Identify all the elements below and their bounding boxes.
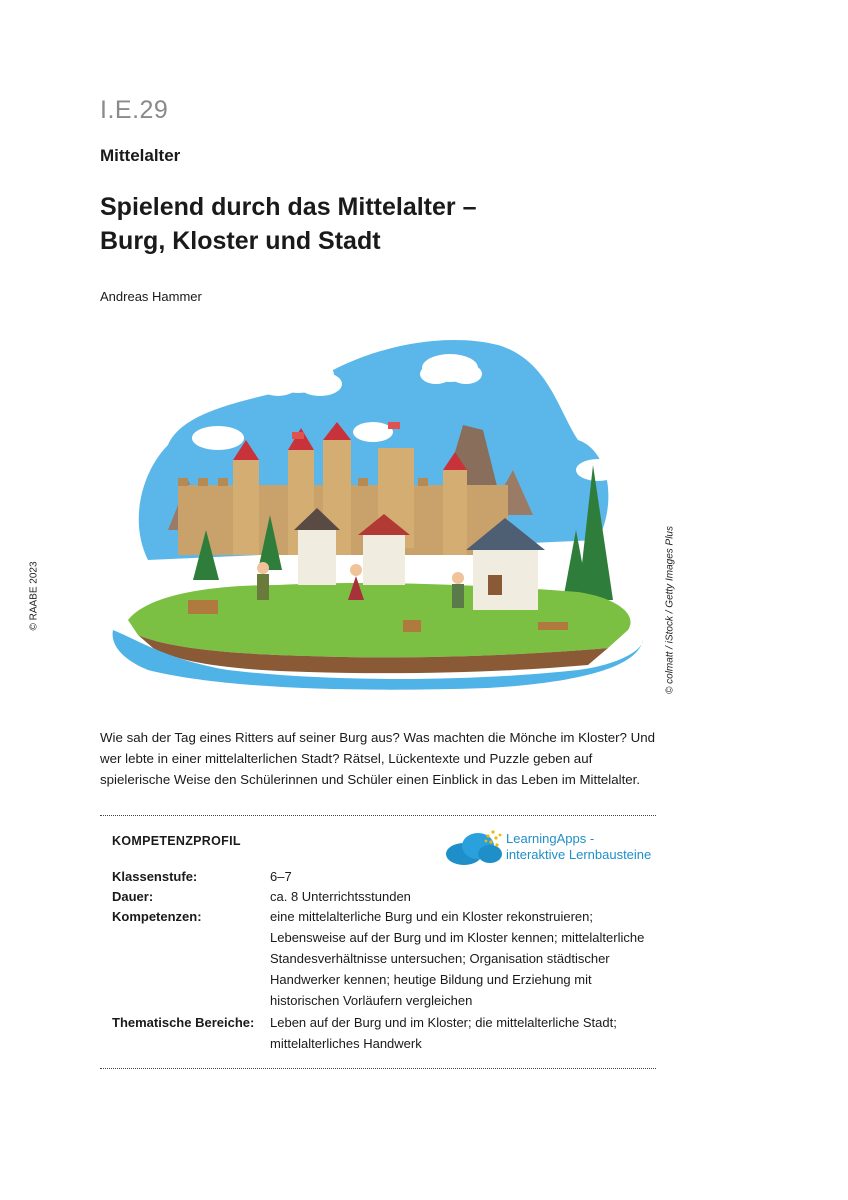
row-label: Kompetenzen: xyxy=(112,909,202,924)
cloud-icon xyxy=(446,833,502,865)
page-title xyxy=(100,190,476,258)
logo-line-2: interaktive Lernbausteine xyxy=(506,847,652,862)
row-value: 6–7 xyxy=(270,869,292,884)
profile-row-competences xyxy=(112,906,657,1011)
row-label: Thematische Bereiche: xyxy=(112,1015,255,1030)
profile-row-topics xyxy=(112,1012,657,1054)
divider-top xyxy=(100,815,656,816)
divider-bottom xyxy=(100,1068,656,1069)
row-value: Leben auf der Burg und im Kloster; die mittelalterliche Stadt; mittelalterliches Handwerk xyxy=(270,1015,617,1051)
intro-paragraph: Wie sah der Tag eines Ritters auf seiner Burg aus? Was machten die Mönche im Kloster? Und wer lebte in einer mittelalterlichen Stadt? Rätsel, Lückentexte und Puzzle geben auf spielerische Weise den Schülerinnen und Schüler einen Einblick in das Leben im Mittelalter. xyxy=(100,730,656,787)
profile-row-duration xyxy=(112,886,657,907)
image-credit: © colmatt / iStock / Getty Images Plus xyxy=(664,526,676,694)
title-line-1: Spielend durch das Mittelalter – xyxy=(100,193,477,221)
logo-line-1: LearningApps - xyxy=(506,831,595,846)
profile-heading: KOMPETENZPROFIL xyxy=(112,834,241,848)
row-label: Klassenstufe: xyxy=(112,869,198,884)
medieval-island-illustration xyxy=(108,330,648,690)
learningapps-label xyxy=(506,831,651,863)
subject-label: Mittelalter xyxy=(100,146,181,165)
title-line-2: Burg, Kloster und Stadt xyxy=(100,227,381,255)
copyright-note: © RAABE 2023 xyxy=(28,561,40,631)
author-name: Andreas Hammer xyxy=(100,289,202,304)
document-code: I.E.29 xyxy=(100,96,169,124)
row-value: ca. 8 Unterrichtsstunden xyxy=(270,889,411,904)
row-value: eine mittelalterliche Burg und ein Kloster rekonstruieren; Lebensweise auf der Burg und im Kloster kennen; mittelalterliche Standesverhältnisse untersuchen; Organisation städtischer Handwerker kennen; heutige Bildung und Erziehung mit historischen Vorläufern vergleichen xyxy=(270,909,645,1008)
row-label: Dauer: xyxy=(112,889,154,904)
profile-row-grade xyxy=(112,866,657,887)
